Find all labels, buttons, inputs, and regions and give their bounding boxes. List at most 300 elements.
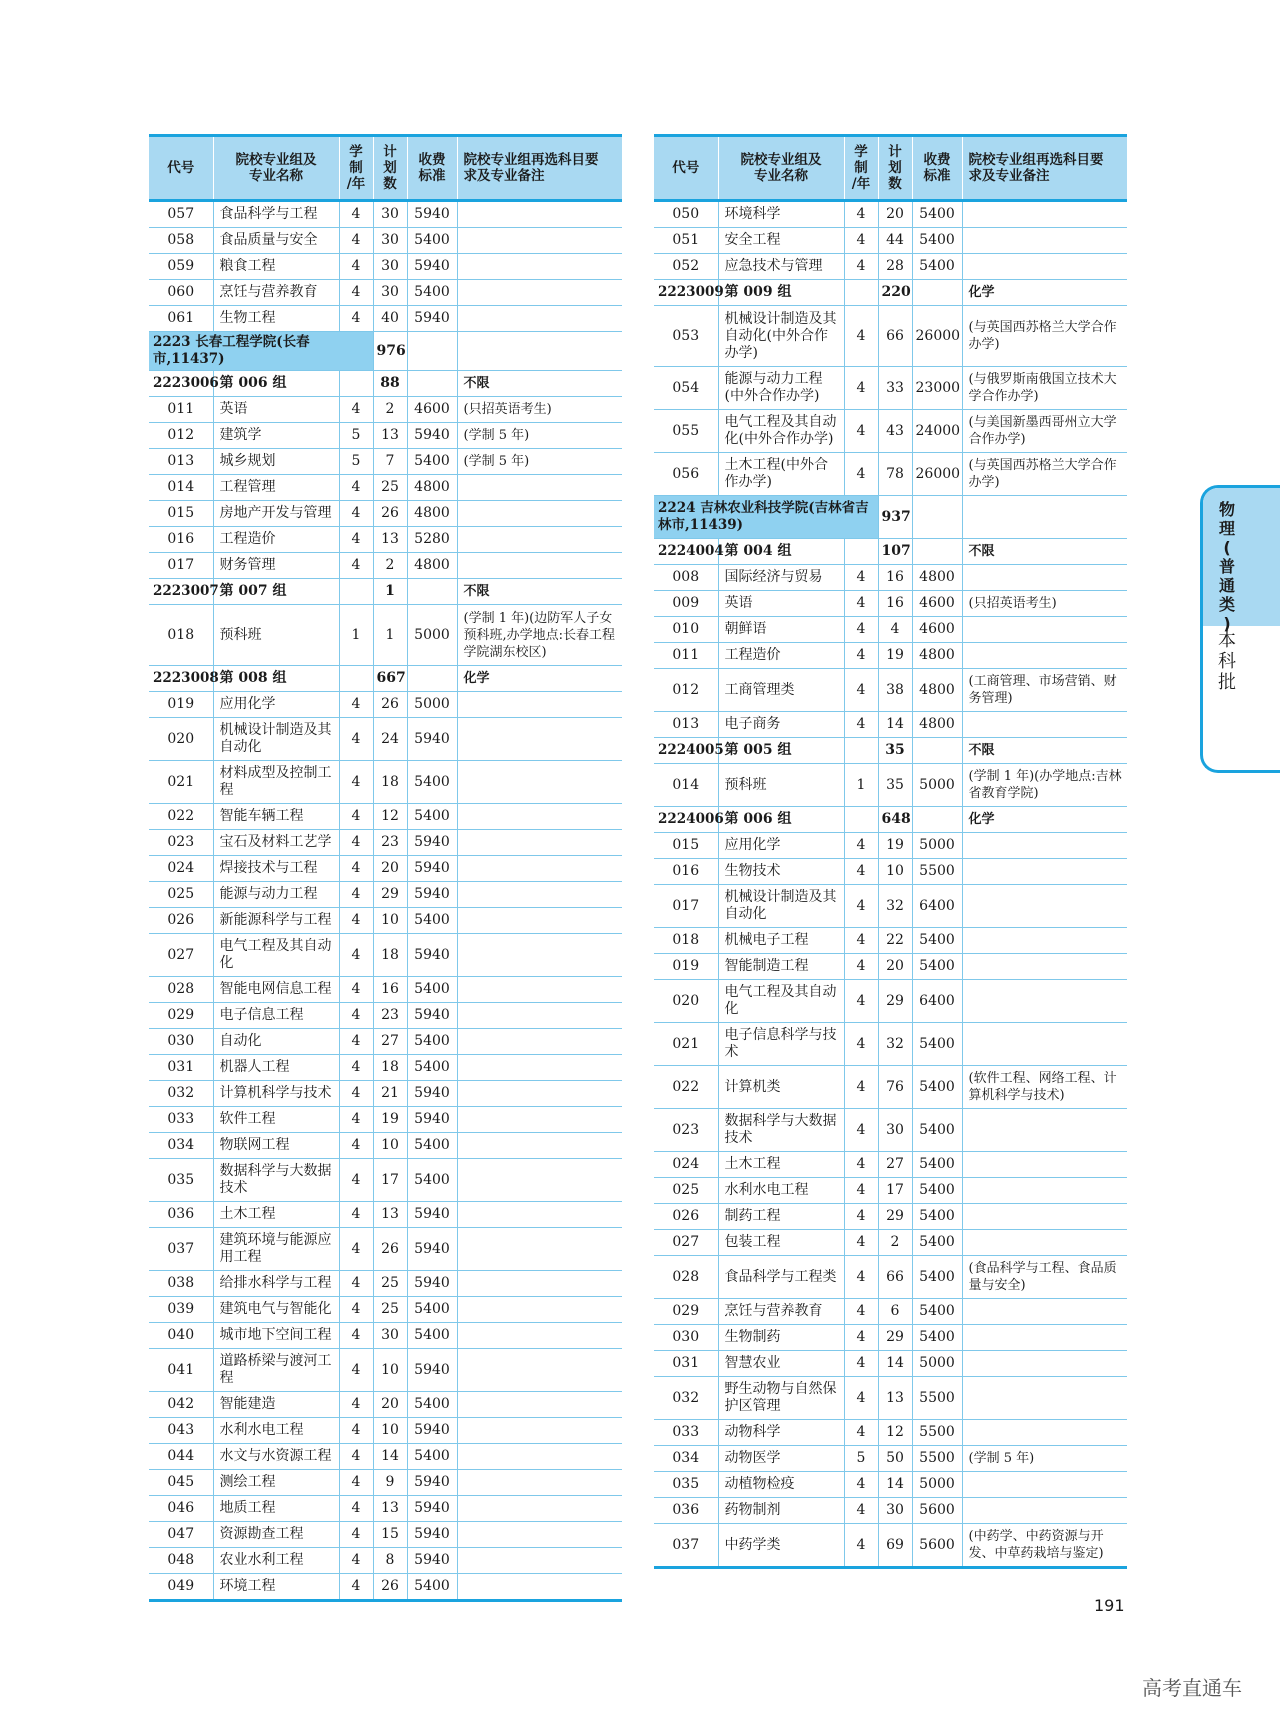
major-duration: 4 [844, 453, 878, 496]
major-plan: 33 [878, 367, 912, 410]
major-name: 建筑电气与智能化 [213, 1297, 339, 1323]
major-fee: 24000 [912, 410, 962, 453]
group-plan: 220 [878, 280, 912, 306]
major-name: 焊接技术与工程 [213, 856, 339, 882]
major-duration: 4 [844, 1023, 878, 1066]
major-plan: 13 [373, 1202, 407, 1228]
major-plan: 10 [878, 859, 912, 885]
major-row [654, 1420, 1127, 1446]
major-duration: 4 [339, 692, 373, 718]
major-fee: 5600 [912, 1524, 962, 1568]
major-fee: 5400 [912, 1299, 962, 1325]
major-code: 030 [654, 1325, 718, 1351]
header-name: 院校专业组及 专业名称 [213, 136, 339, 201]
major-fee: 4800 [407, 553, 457, 579]
major-plan: 23 [373, 830, 407, 856]
major-name: 生物工程 [213, 306, 339, 332]
major-code: 021 [149, 761, 213, 804]
group-name: 第 004 组 [718, 539, 844, 565]
major-note [457, 856, 622, 882]
major-row [149, 280, 622, 306]
major-code: 029 [149, 1003, 213, 1029]
major-code: 046 [149, 1496, 213, 1522]
major-plan: 13 [373, 527, 407, 553]
major-name: 道路桥梁与渡河工程 [213, 1349, 339, 1392]
header-duration: 学 制 /年 [339, 136, 373, 201]
group-fee-empty [912, 807, 962, 833]
major-duration: 4 [844, 367, 878, 410]
major-plan: 26 [373, 1574, 407, 1601]
major-fee: 5000 [407, 692, 457, 718]
major-note [962, 1498, 1127, 1524]
major-note [457, 1107, 622, 1133]
major-row [149, 1202, 622, 1228]
major-fee: 5940 [407, 1003, 457, 1029]
major-fee: 5400 [407, 804, 457, 830]
major-code: 013 [149, 449, 213, 475]
major-note: (与英国西苏格兰大学合作办学) [962, 306, 1127, 367]
major-name: 环境工程 [213, 1574, 339, 1601]
major-row [149, 1297, 622, 1323]
table-body-left [149, 201, 622, 1601]
major-name: 食品科学与工程类 [718, 1256, 844, 1299]
group-code: 2224004 [654, 539, 718, 565]
header-remark: 院校专业组再选科目要 求及专业备注 [962, 136, 1127, 201]
major-fee: 5940 [407, 1418, 457, 1444]
major-plan: 2 [373, 553, 407, 579]
header-fee: 收费 标准 [912, 136, 962, 201]
major-note: (学制 5 年) [457, 449, 622, 475]
major-code: 022 [654, 1066, 718, 1109]
group-duration-empty [844, 807, 878, 833]
institution-plan: 937 [878, 496, 912, 539]
major-name: 房地产开发与管理 [213, 501, 339, 527]
group-name: 第 009 组 [718, 280, 844, 306]
major-duration: 4 [844, 833, 878, 859]
major-note [962, 1472, 1127, 1498]
major-duration: 4 [339, 501, 373, 527]
major-fee: 4800 [912, 643, 962, 669]
major-name: 给排水科学与工程 [213, 1271, 339, 1297]
major-code: 054 [654, 367, 718, 410]
major-code: 029 [654, 1299, 718, 1325]
major-note [962, 1377, 1127, 1420]
major-duration: 4 [844, 1325, 878, 1351]
major-note [962, 228, 1127, 254]
major-duration: 4 [339, 1323, 373, 1349]
major-duration: 4 [339, 804, 373, 830]
major-row [654, 1299, 1127, 1325]
major-name: 制药工程 [718, 1204, 844, 1230]
major-note [962, 1325, 1127, 1351]
major-fee: 26000 [912, 306, 962, 367]
major-code: 040 [149, 1323, 213, 1349]
major-code: 015 [654, 833, 718, 859]
major-plan: 16 [373, 977, 407, 1003]
major-note [457, 1271, 622, 1297]
major-name: 数据科学与大数据技术 [213, 1159, 339, 1202]
major-note [457, 306, 622, 332]
major-duration: 4 [844, 1420, 878, 1446]
major-name: 中药学类 [718, 1524, 844, 1568]
major-row [654, 1377, 1127, 1420]
major-duration: 4 [844, 1256, 878, 1299]
major-note [962, 885, 1127, 928]
major-row [654, 410, 1127, 453]
major-name: 城市地下空间工程 [213, 1323, 339, 1349]
major-row [654, 980, 1127, 1023]
major-duration: 4 [844, 617, 878, 643]
major-plan: 15 [373, 1522, 407, 1548]
major-duration: 4 [339, 1271, 373, 1297]
major-duration: 4 [339, 1081, 373, 1107]
major-fee: 5940 [407, 1349, 457, 1392]
major-row [149, 1323, 622, 1349]
group-requirement: 不限 [457, 579, 622, 605]
major-code: 036 [149, 1202, 213, 1228]
major-name: 材料成型及控制工程 [213, 761, 339, 804]
major-fee: 5400 [407, 449, 457, 475]
major-name: 预科班 [718, 764, 844, 807]
major-row [654, 1325, 1127, 1351]
major-code: 016 [149, 527, 213, 553]
major-note [457, 501, 622, 527]
major-plan: 9 [373, 1470, 407, 1496]
institution-row [149, 332, 622, 371]
major-duration: 4 [339, 201, 373, 228]
major-duration: 5 [339, 449, 373, 475]
major-name: 机械电子工程 [718, 928, 844, 954]
major-duration: 4 [339, 228, 373, 254]
major-row [149, 692, 622, 718]
major-plan: 40 [373, 306, 407, 332]
header-duration: 学 制 /年 [844, 136, 878, 201]
major-name: 财务管理 [213, 553, 339, 579]
major-code: 024 [654, 1152, 718, 1178]
major-duration: 4 [339, 830, 373, 856]
major-duration: 4 [844, 712, 878, 738]
major-fee: 4600 [912, 617, 962, 643]
group-fee-empty [912, 539, 962, 565]
major-code: 036 [654, 1498, 718, 1524]
major-duration: 4 [339, 1496, 373, 1522]
major-note: (软件工程、网络工程、计算机科学与技术) [962, 1066, 1127, 1109]
major-note [457, 1323, 622, 1349]
major-name: 电气工程及其自动化 [718, 980, 844, 1023]
group-plan: 88 [373, 371, 407, 397]
major-plan: 6 [878, 1299, 912, 1325]
major-duration: 4 [844, 1109, 878, 1152]
major-duration: 4 [844, 1178, 878, 1204]
major-plan: 20 [373, 856, 407, 882]
major-row [654, 201, 1127, 228]
major-duration: 4 [844, 859, 878, 885]
major-plan: 19 [878, 833, 912, 859]
major-fee: 5940 [407, 1081, 457, 1107]
major-plan: 10 [373, 1418, 407, 1444]
major-duration: 4 [844, 643, 878, 669]
major-duration: 4 [339, 1228, 373, 1271]
major-duration: 4 [339, 475, 373, 501]
group-code: 2223008 [149, 666, 213, 692]
major-plan: 25 [373, 1297, 407, 1323]
major-row [654, 885, 1127, 928]
major-code: 025 [149, 882, 213, 908]
major-code: 009 [654, 591, 718, 617]
major-plan: 22 [878, 928, 912, 954]
major-plan: 19 [373, 1107, 407, 1133]
major-note [457, 1133, 622, 1159]
major-plan: 32 [878, 885, 912, 928]
major-name: 水利水电工程 [718, 1178, 844, 1204]
major-row [654, 712, 1127, 738]
major-plan: 21 [373, 1081, 407, 1107]
group-plan: 35 [878, 738, 912, 764]
major-row [149, 830, 622, 856]
major-duration: 4 [844, 254, 878, 280]
major-row [149, 254, 622, 280]
major-fee: 5280 [407, 527, 457, 553]
major-plan: 25 [373, 475, 407, 501]
group-row [654, 807, 1127, 833]
major-note: (食品科学与工程、食品质量与安全) [962, 1256, 1127, 1299]
group-requirement: 化学 [962, 807, 1127, 833]
institution-name: 2224 吉林农业科技学院(吉林省吉林市,11439) [654, 496, 878, 539]
major-name: 智能车辆工程 [213, 804, 339, 830]
major-row [654, 1498, 1127, 1524]
major-row [149, 908, 622, 934]
major-duration: 4 [339, 856, 373, 882]
group-name: 第 006 组 [718, 807, 844, 833]
major-name: 水利水电工程 [213, 1418, 339, 1444]
major-note: (只招英语考生) [457, 397, 622, 423]
major-fee: 5500 [912, 859, 962, 885]
major-row [149, 1444, 622, 1470]
major-name: 测绘工程 [213, 1470, 339, 1496]
major-row [654, 954, 1127, 980]
header-remark: 院校专业组再选科目要 求及专业备注 [457, 136, 622, 201]
major-plan: 44 [878, 228, 912, 254]
major-code: 049 [149, 1574, 213, 1601]
major-row [149, 1496, 622, 1522]
major-code: 033 [149, 1107, 213, 1133]
major-plan: 32 [878, 1023, 912, 1066]
major-duration: 1 [339, 605, 373, 666]
major-code: 044 [149, 1444, 213, 1470]
major-duration: 4 [339, 1574, 373, 1601]
major-name: 电子商务 [718, 712, 844, 738]
major-name: 机械设计制造及其自动化 [718, 885, 844, 928]
header-name: 院校专业组及 专业名称 [718, 136, 844, 201]
major-fee: 26000 [912, 453, 962, 496]
group-duration-empty [844, 280, 878, 306]
major-name: 电子信息科学与技术 [718, 1023, 844, 1066]
major-code: 019 [654, 954, 718, 980]
side-tab-category: 物 理 ( 普 通 类 ) [1218, 500, 1235, 633]
major-code: 027 [654, 1230, 718, 1256]
major-fee: 5400 [912, 1109, 962, 1152]
major-plan: 30 [878, 1109, 912, 1152]
major-name: 能源与动力工程(中外合作办学) [718, 367, 844, 410]
major-fee: 5000 [912, 1472, 962, 1498]
major-name: 计算机类 [718, 1066, 844, 1109]
group-plan: 1 [373, 579, 407, 605]
major-fee: 5940 [407, 1496, 457, 1522]
major-row [149, 804, 622, 830]
major-note [962, 565, 1127, 591]
major-note [962, 1109, 1127, 1152]
group-row [149, 371, 622, 397]
group-duration-empty [339, 579, 373, 605]
major-code: 034 [149, 1133, 213, 1159]
group-name: 第 008 组 [213, 666, 339, 692]
major-plan: 29 [878, 1325, 912, 1351]
major-name: 智能电网信息工程 [213, 977, 339, 1003]
major-duration: 4 [339, 1470, 373, 1496]
major-code: 038 [149, 1271, 213, 1297]
major-name: 机器人工程 [213, 1055, 339, 1081]
group-row [149, 666, 622, 692]
major-fee: 5400 [912, 1178, 962, 1204]
major-note [457, 692, 622, 718]
major-plan: 14 [878, 1351, 912, 1377]
major-duration: 4 [844, 980, 878, 1023]
major-plan: 1 [373, 605, 407, 666]
major-row [149, 1522, 622, 1548]
major-row [654, 764, 1127, 807]
major-row [654, 1152, 1127, 1178]
major-fee: 4800 [407, 475, 457, 501]
group-plan: 107 [878, 539, 912, 565]
major-code: 028 [149, 977, 213, 1003]
major-name: 城乡规划 [213, 449, 339, 475]
major-row [654, 591, 1127, 617]
major-fee: 5940 [407, 830, 457, 856]
major-name: 朝鲜语 [718, 617, 844, 643]
major-row [654, 1204, 1127, 1230]
major-plan: 38 [878, 669, 912, 712]
major-duration: 5 [844, 1446, 878, 1472]
major-duration: 4 [339, 527, 373, 553]
major-code: 037 [654, 1524, 718, 1568]
major-row [149, 1228, 622, 1271]
major-note [962, 954, 1127, 980]
major-plan: 2 [878, 1230, 912, 1256]
major-row [654, 1023, 1127, 1066]
major-fee: 5000 [912, 1351, 962, 1377]
major-name: 环境科学 [718, 201, 844, 228]
major-plan: 16 [878, 591, 912, 617]
major-duration: 4 [844, 1066, 878, 1109]
major-code: 023 [654, 1109, 718, 1152]
major-code: 020 [654, 980, 718, 1023]
major-note [962, 1178, 1127, 1204]
major-row [654, 617, 1127, 643]
major-note [962, 1230, 1127, 1256]
institution-note-empty [962, 496, 1127, 539]
major-fee: 5600 [912, 1498, 962, 1524]
major-plan: 27 [373, 1029, 407, 1055]
major-name: 电气工程及其自动化 [213, 934, 339, 977]
major-note [457, 254, 622, 280]
group-fee-empty [912, 738, 962, 764]
major-duration: 4 [339, 718, 373, 761]
major-code: 041 [149, 1349, 213, 1392]
major-code: 011 [149, 397, 213, 423]
major-fee: 5400 [407, 977, 457, 1003]
major-code: 035 [654, 1472, 718, 1498]
header-code: 代号 [149, 136, 213, 201]
major-fee: 5400 [912, 954, 962, 980]
major-row [654, 1446, 1127, 1472]
major-duration: 4 [339, 1418, 373, 1444]
major-note [962, 712, 1127, 738]
major-row [654, 453, 1127, 496]
major-fee: 5400 [912, 1325, 962, 1351]
major-name: 粮食工程 [213, 254, 339, 280]
major-name: 生物制药 [718, 1325, 844, 1351]
major-code: 014 [654, 764, 718, 807]
major-code: 012 [654, 669, 718, 712]
major-duration: 4 [339, 1392, 373, 1418]
major-code: 052 [654, 254, 718, 280]
major-name: 工商管理类 [718, 669, 844, 712]
major-note [962, 1351, 1127, 1377]
major-duration: 4 [844, 1377, 878, 1420]
major-fee: 5940 [407, 306, 457, 332]
major-note [962, 859, 1127, 885]
major-name: 农业水利工程 [213, 1548, 339, 1574]
major-fee: 5400 [407, 1297, 457, 1323]
major-plan: 26 [373, 692, 407, 718]
major-plan: 23 [373, 1003, 407, 1029]
major-note [457, 908, 622, 934]
group-row [654, 738, 1127, 764]
major-note [457, 280, 622, 306]
major-row [149, 1159, 622, 1202]
group-row [654, 280, 1127, 306]
major-plan: 8 [373, 1548, 407, 1574]
major-plan: 10 [373, 1133, 407, 1159]
major-note [962, 617, 1127, 643]
group-requirement: 不限 [962, 539, 1127, 565]
major-fee: 5400 [912, 1256, 962, 1299]
major-fee: 5400 [407, 1133, 457, 1159]
major-note [962, 254, 1127, 280]
major-note [962, 1023, 1127, 1066]
major-duration: 4 [339, 761, 373, 804]
major-duration: 4 [844, 228, 878, 254]
major-fee: 5400 [912, 228, 962, 254]
major-code: 056 [654, 453, 718, 496]
major-plan: 29 [878, 980, 912, 1023]
major-plan: 30 [373, 254, 407, 280]
major-fee: 5400 [407, 1159, 457, 1202]
group-requirement: 不限 [962, 738, 1127, 764]
major-code: 050 [654, 201, 718, 228]
major-note [457, 1055, 622, 1081]
major-row [654, 833, 1127, 859]
major-plan: 13 [373, 1496, 407, 1522]
major-plan: 28 [878, 254, 912, 280]
major-plan: 20 [373, 1392, 407, 1418]
major-note [457, 1349, 622, 1392]
major-fee: 5000 [912, 764, 962, 807]
major-duration: 4 [844, 410, 878, 453]
major-plan: 14 [878, 1472, 912, 1498]
major-note [457, 228, 622, 254]
group-requirement: 不限 [457, 371, 622, 397]
